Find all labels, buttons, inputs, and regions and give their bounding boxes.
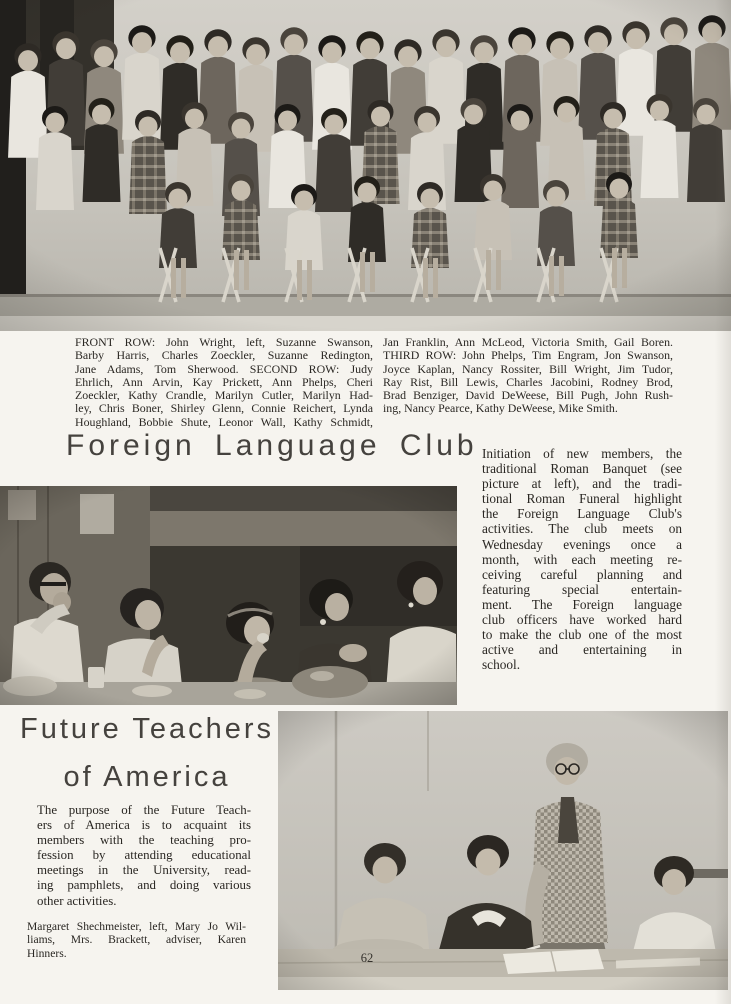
caption-line: tional Roman Funeral highlight: [482, 491, 682, 507]
caption-line: ers of America is to acquaint its: [37, 818, 251, 833]
caption-line: Brad Benziger, David DeWeese, Bill Pugh, John Rush-: [383, 388, 673, 403]
caption-line: Jane Adams, Tom Sherwood. SECOND ROW: Judy: [75, 361, 373, 376]
future-teachers-heading-line1: Future Teachers: [19, 713, 275, 745]
caption-line: traditional Roman Banquet (see: [482, 461, 682, 477]
caption-line: meetings in the University, read-: [37, 863, 251, 878]
caption-line: Ray Rist, Bill Lewis, Charles Jacobini, Rodney Brod,: [383, 374, 673, 389]
photo-vignette: [0, 0, 731, 331]
future-teachers-body: [37, 803, 251, 909]
caption-line: Jan Franklin, Ann McLeod, Victoria Smith, Gail Boren.: [383, 335, 673, 349]
caption-line: The purpose of the Future Teach-: [37, 803, 251, 817]
caption-line: ing, Nancy Pearce, Kathy DeWeese, Mike Smith.: [383, 401, 618, 416]
caption-line: ment. The Foreign language: [482, 596, 682, 612]
caption-line: fession by attending educational: [37, 848, 251, 863]
caption-line: the Foreign Language Club's: [482, 506, 682, 522]
caption-line: Joyce Kaplan, Nancy Rossiter, Bill Wright, Jim Tudor,: [383, 361, 673, 376]
page-number: 62: [360, 951, 374, 965]
caption-line: other activities.: [37, 893, 117, 908]
group-photo: [0, 0, 731, 331]
caption-line: to make the club one of the most: [482, 627, 682, 643]
future-teachers-caption: [27, 920, 246, 960]
caption-line: ceiving careful planning and: [482, 566, 682, 582]
caption-line: active and entertaining in: [482, 642, 682, 658]
caption-line: FRONT ROW: John Wright, left, Suzanne Swanson,: [75, 335, 373, 349]
caption-line: picture at left), and the tradi-: [482, 476, 682, 492]
future-teachers-heading-line2: of America: [63, 761, 231, 793]
foreign-language-club-heading: Foreign Language Club: [66, 429, 478, 462]
caption-line: ley, Chris Boner, Shirley Glenn, Connie Reichert, Lynda: [75, 401, 373, 416]
caption-line: THIRD ROW: John Phelps, Tim Engram, Jon Swanson,: [383, 348, 673, 363]
caption-line: Margaret Shechmeister, left, Mary Jo Wil-: [27, 920, 246, 933]
caption-line: Ehrlich, Ann Arvin, Kay Prickett, Ann Phelps, Cheri: [75, 374, 373, 389]
photo-vignette: [278, 711, 728, 990]
caption-line: featuring special entertain-: [482, 581, 682, 597]
caption-line: Zoeckler, Kathy Crandle, Marilyn Cutler, Marilyn Had-: [75, 388, 373, 403]
caption-line: Wednesday evenings once a: [482, 536, 682, 552]
caption-line: activities. The club meets on: [482, 521, 682, 537]
caption-line: club officers have worked hard: [482, 612, 682, 628]
caption-line: members with the teaching pro-: [37, 833, 251, 848]
caption-line: Hinners.: [27, 946, 67, 960]
group-photo-caption-right: [383, 336, 673, 416]
group-photo-caption-left: [75, 336, 373, 429]
caption-line: Barby Harris, Charles Zoeckler, Suzanne Redington,: [75, 348, 373, 363]
photo-vignette: [0, 486, 457, 705]
caption-line: liams, Mrs. Brackett, adviser, Karen: [27, 933, 246, 947]
caption-line: Initiation of new members, the: [482, 446, 682, 461]
banquet-photo: [0, 486, 457, 705]
caption-line: Houghland, Bobbie Shute, Leonor Wall, Kathy Schmidt,: [75, 414, 373, 429]
caption-line: school.: [482, 657, 521, 673]
foreign-language-club-body: [482, 446, 682, 672]
classroom-photo: [278, 711, 728, 990]
caption-line: ing pamphlets, and doing various: [37, 878, 251, 893]
caption-line: month, with each meeting re-: [482, 551, 682, 567]
